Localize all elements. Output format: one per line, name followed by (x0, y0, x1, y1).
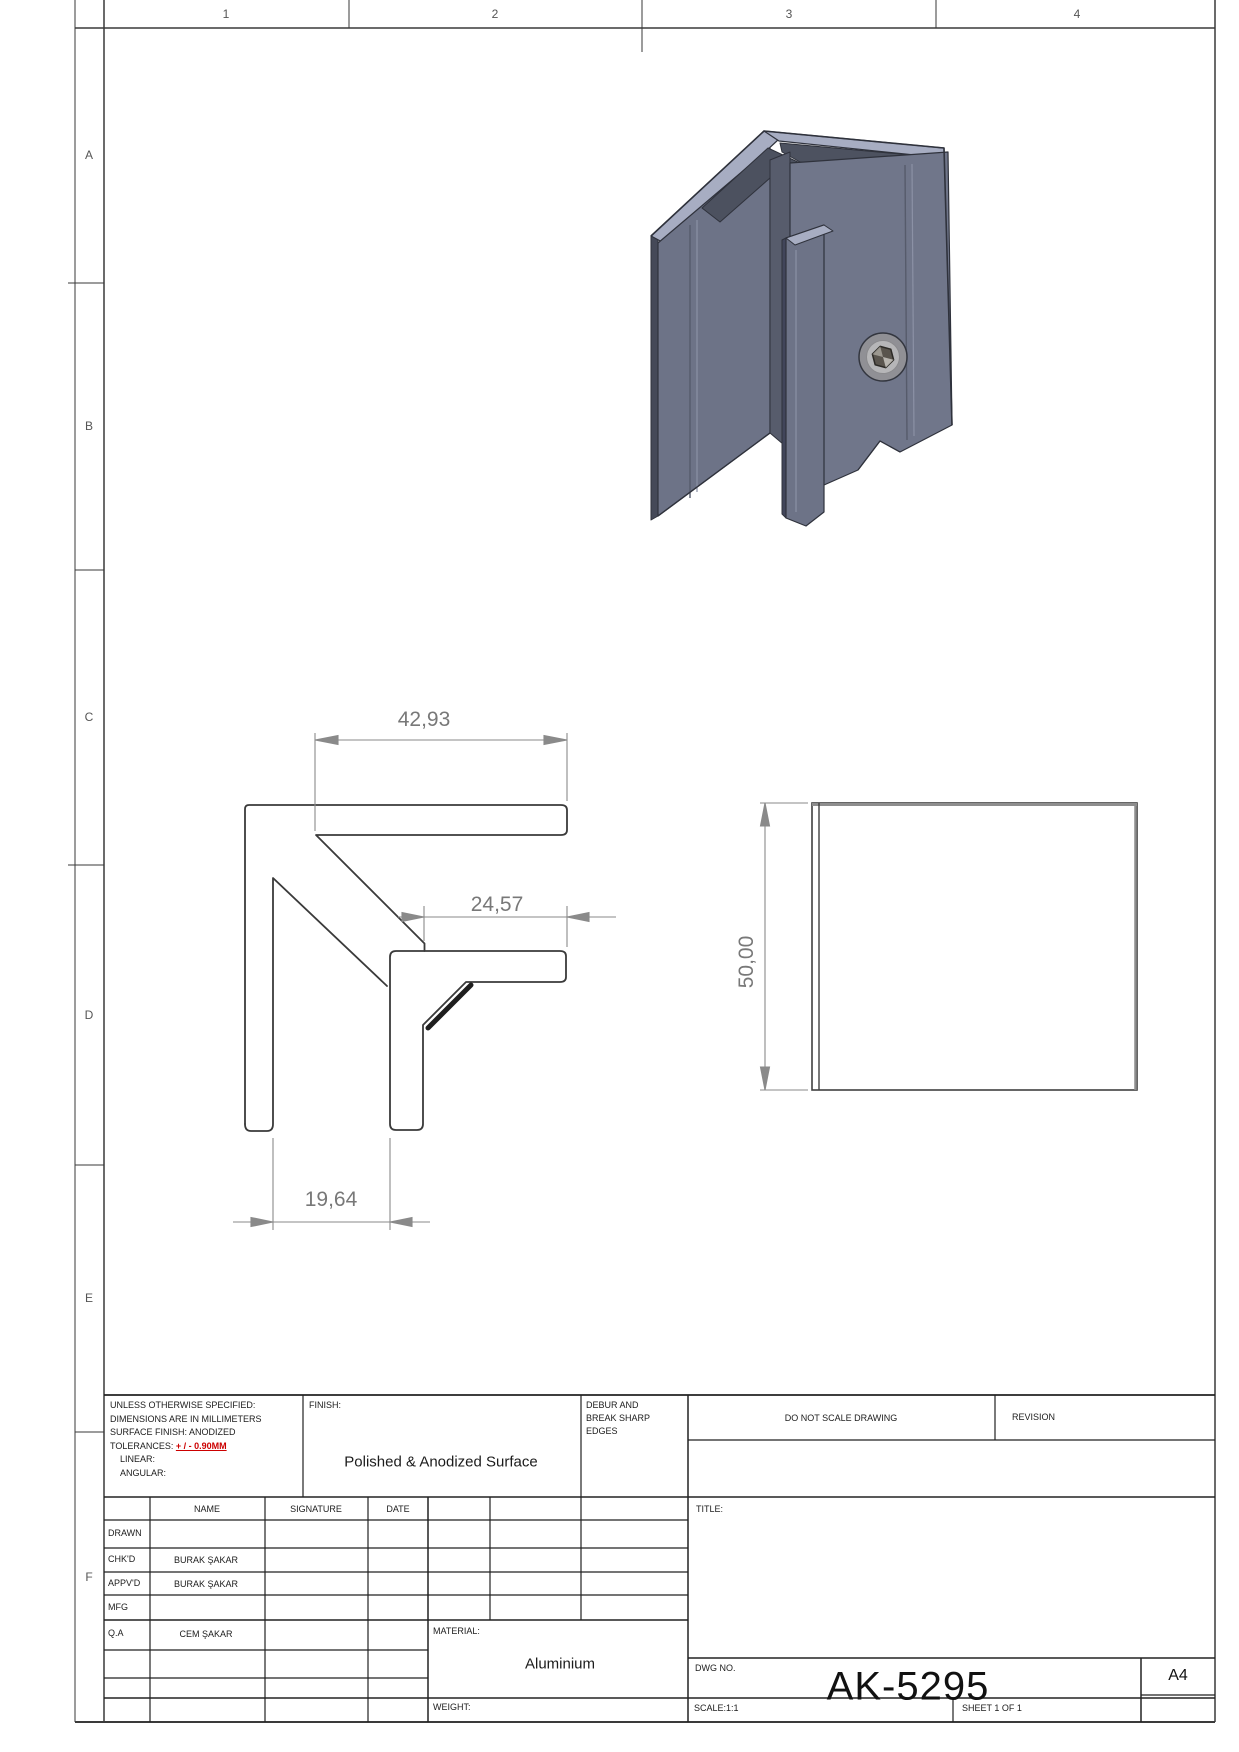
row-label-chkd: CHK'D (108, 1554, 136, 1564)
spec-block (110, 1399, 262, 1480)
zone-col-2: 2 (491, 7, 499, 21)
dwg-no-label: DWG NO. (695, 1663, 736, 1673)
angular-label: ANGULAR: (120, 1467, 167, 1478)
row-name-appvd: BURAK ŞAKAR (173, 1579, 239, 1589)
zone-row-a: A (84, 148, 94, 162)
dim-bottom-width: 19,64 (304, 1188, 358, 1211)
do-not-scale-note: DO NOT SCALE DRAWING (784, 1413, 898, 1423)
paper-size: A4 (1168, 1667, 1188, 1684)
tolerances-label: TOLERANCES: (110, 1440, 174, 1451)
title-label: TITLE: (696, 1504, 724, 1514)
zone-row-e: E (84, 1291, 94, 1305)
weight-label: WEIGHT: (433, 1702, 471, 1712)
name-header: NAME (193, 1504, 221, 1514)
tolerances-value: + / - 0.90MM (175, 1440, 227, 1451)
spec-line-2: DIMENSIONS ARE IN MILLIMETERS (110, 1413, 262, 1424)
row-label-mfg: MFG (108, 1602, 128, 1612)
spec-line-1: UNLESS OTHERWISE SPECIFIED: (110, 1400, 256, 1410)
zone-col-1: 1 (222, 7, 230, 21)
dim-top-width: 42,93 (397, 708, 451, 731)
title-block-grid (104, 1395, 1215, 1722)
linear-label: LINEAR: (120, 1454, 156, 1464)
zone-row-c: C (84, 710, 94, 724)
side-view (812, 803, 1137, 1090)
debur-note: DEBUR AND BREAK SHARP EDGES (586, 1400, 650, 1436)
signature-header: SIGNATURE (290, 1504, 342, 1514)
front-view (245, 805, 567, 1131)
zone-row-f: F (85, 1570, 93, 1584)
row-label-appvd: APPV'D (108, 1578, 141, 1588)
hex-socket-screw (859, 333, 907, 381)
zone-row-b: B (84, 419, 94, 433)
dim-side-height: 50,00 (735, 935, 758, 989)
date-header: DATE (386, 1504, 410, 1514)
finish-label: FINISH: (309, 1400, 342, 1410)
dim-mid-width: 24,57 (470, 893, 524, 916)
dwg-no-value: AK-5295 (826, 1664, 990, 1709)
scale-label: SCALE:1:1 (694, 1703, 739, 1713)
material-label: MATERIAL: (433, 1626, 480, 1636)
material-value: Aluminium (524, 1655, 596, 1673)
zone-col-4: 4 (1073, 7, 1081, 21)
row-label-qa: Q.A (108, 1628, 124, 1638)
zone-col-3: 3 (785, 7, 793, 21)
row-name-qa: CEM ŞAKAR (179, 1629, 233, 1639)
revision-label: REVISION (1012, 1412, 1056, 1422)
spec-line-3: SURFACE FINISH: ANODIZED (110, 1427, 236, 1437)
sheet-label: SHEET 1 OF 1 (962, 1703, 1022, 1713)
finish-value: Polished & Anodized Surface (344, 1453, 538, 1471)
row-label-drawn: DRAWN (108, 1528, 142, 1538)
zone-row-d: D (84, 1008, 94, 1022)
tolerances-line (110, 1440, 262, 1454)
isometric-view (651, 131, 952, 526)
row-name-chkd: BURAK ŞAKAR (173, 1555, 239, 1565)
